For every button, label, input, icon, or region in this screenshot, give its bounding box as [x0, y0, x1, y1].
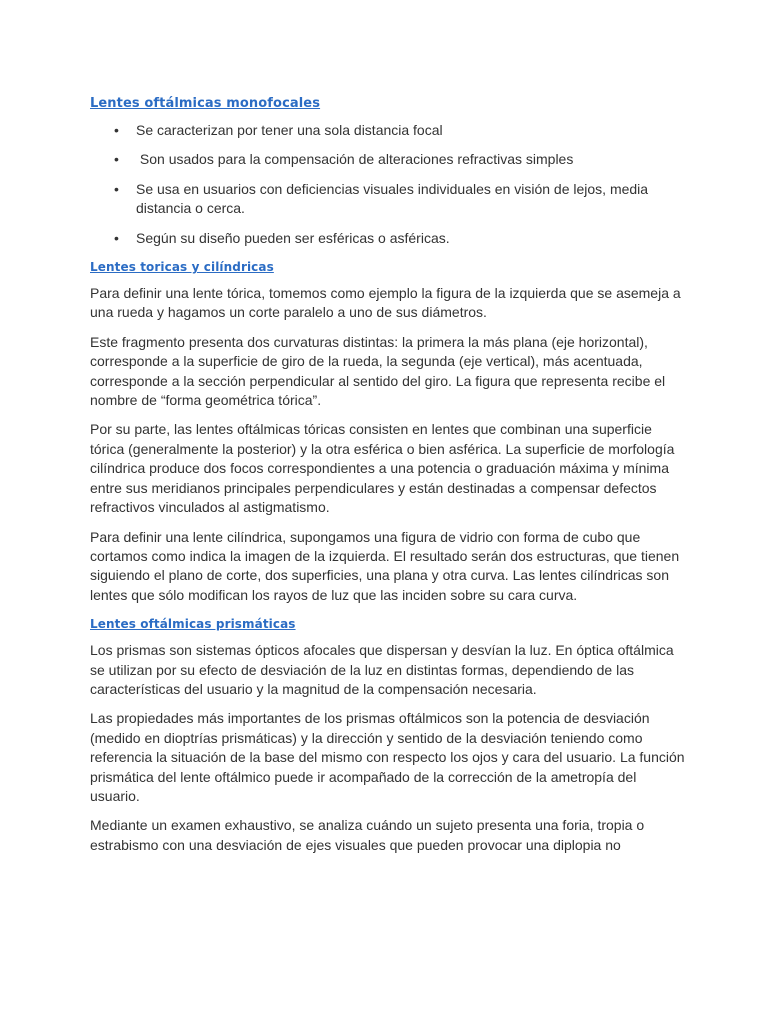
bullet-icon: • — [114, 229, 119, 246]
section-monofocales — [90, 94, 688, 113]
heading-prismaticas[interactable]: Lentes oftálmicas prismáticas — [90, 617, 296, 632]
bullet-list-monofocales — [90, 121, 688, 248]
paragraph: Los prismas son sistemas ópticos afocales que dispersan y desvían la luz. En óptica oftálmica se utilizan por su efecto de desviación de la luz en distintas formas, dependiendo de las características del usuario y la magnitud de la compensación necesaria. — [90, 642, 674, 697]
paragraph: Por su parte, las lentes oftálmicas tóricas consisten en lentes que combinan una superficie tórica (generalmente la posterior) y la otra esférica o bien asférica. La superficie de morfología cilíndrica produce dos focos correspondientes a una potencia o graduación máxima y mínima entre sus meridianos principales perpendiculares y están destinadas a compensar defectos refractivos vinculados al astigmatismo. — [90, 421, 675, 516]
paragraph: Las propiedades más importantes de los prismas oftálmicos son la potencia de desviación (medido en dioptrías prismáticas) y la dirección y sentido de la desviación teniendo como referencia la situación de la base del mismo con respecto los ojos y cara del usuario. La función prismática del lente oftálmico puede ir acompañado de la corrección de la ametropía del usuario. — [90, 710, 685, 804]
paragraph: Este fragmento presenta dos curvaturas distintas: la primera la más plana (eje horizontal), corresponde a la superficie de giro de la rueda, la segunda (eje vertical), más acentuada, corresponde a la sección perpendicular al sentido del giro. La figura que representa recibe el nombre de “forma geométrica tórica”. — [90, 333, 666, 409]
bullet-icon: • — [114, 180, 119, 197]
list-item — [90, 121, 688, 140]
list-item-text: Según su diseño pueden ser esféricas o asféricas. — [136, 229, 450, 246]
paragraph: Para definir una lente cilíndrica, supongamos una figura de vidrio con forma de cubo que cortamos como indica la imagen de la izquierda. El resultado serán dos estructuras, que tienen siguiendo el plano de corte, dos superficies, una plana y otra curva. Las lentes cilíndricas son lentes que sólo modifican los rayos de luz que las inciden sobre su cara curva. — [90, 528, 680, 603]
paragraph: Para definir una lente tórica, tomemos como ejemplo la figura de la izquierda que se asemeja a una rueda y hagamos un corte paralelo a uno de sus diámetros. — [90, 285, 681, 321]
list-item-text: Se usa en usuarios con deficiencias visuales individuales en visión de lejos, media distancia o cerca. — [136, 180, 649, 217]
heading-toricas[interactable]: Lentes toricas y cilíndricas — [90, 260, 274, 275]
bullet-icon: • — [114, 151, 119, 168]
list-item — [90, 229, 688, 248]
paragraph: Mediante un examen exhaustivo, se analiza cuándo un sujeto presenta una foria, tropia o estrabismo con una desviación de ejes visuales que pueden provocar una diplopia no — [90, 817, 645, 853]
section-prismaticas — [90, 615, 688, 633]
list-item — [90, 180, 688, 219]
list-item — [90, 150, 688, 169]
list-item-text: Se caracterizan por tener una sola distancia focal — [136, 122, 443, 138]
heading-monofocales[interactable]: Lentes oftálmicas monofocales — [90, 96, 321, 111]
list-item-text: Son usados para la compensación de alteraciones refractivas simples — [136, 151, 574, 168]
bullet-icon: • — [114, 122, 119, 138]
section-toricas — [90, 258, 688, 276]
